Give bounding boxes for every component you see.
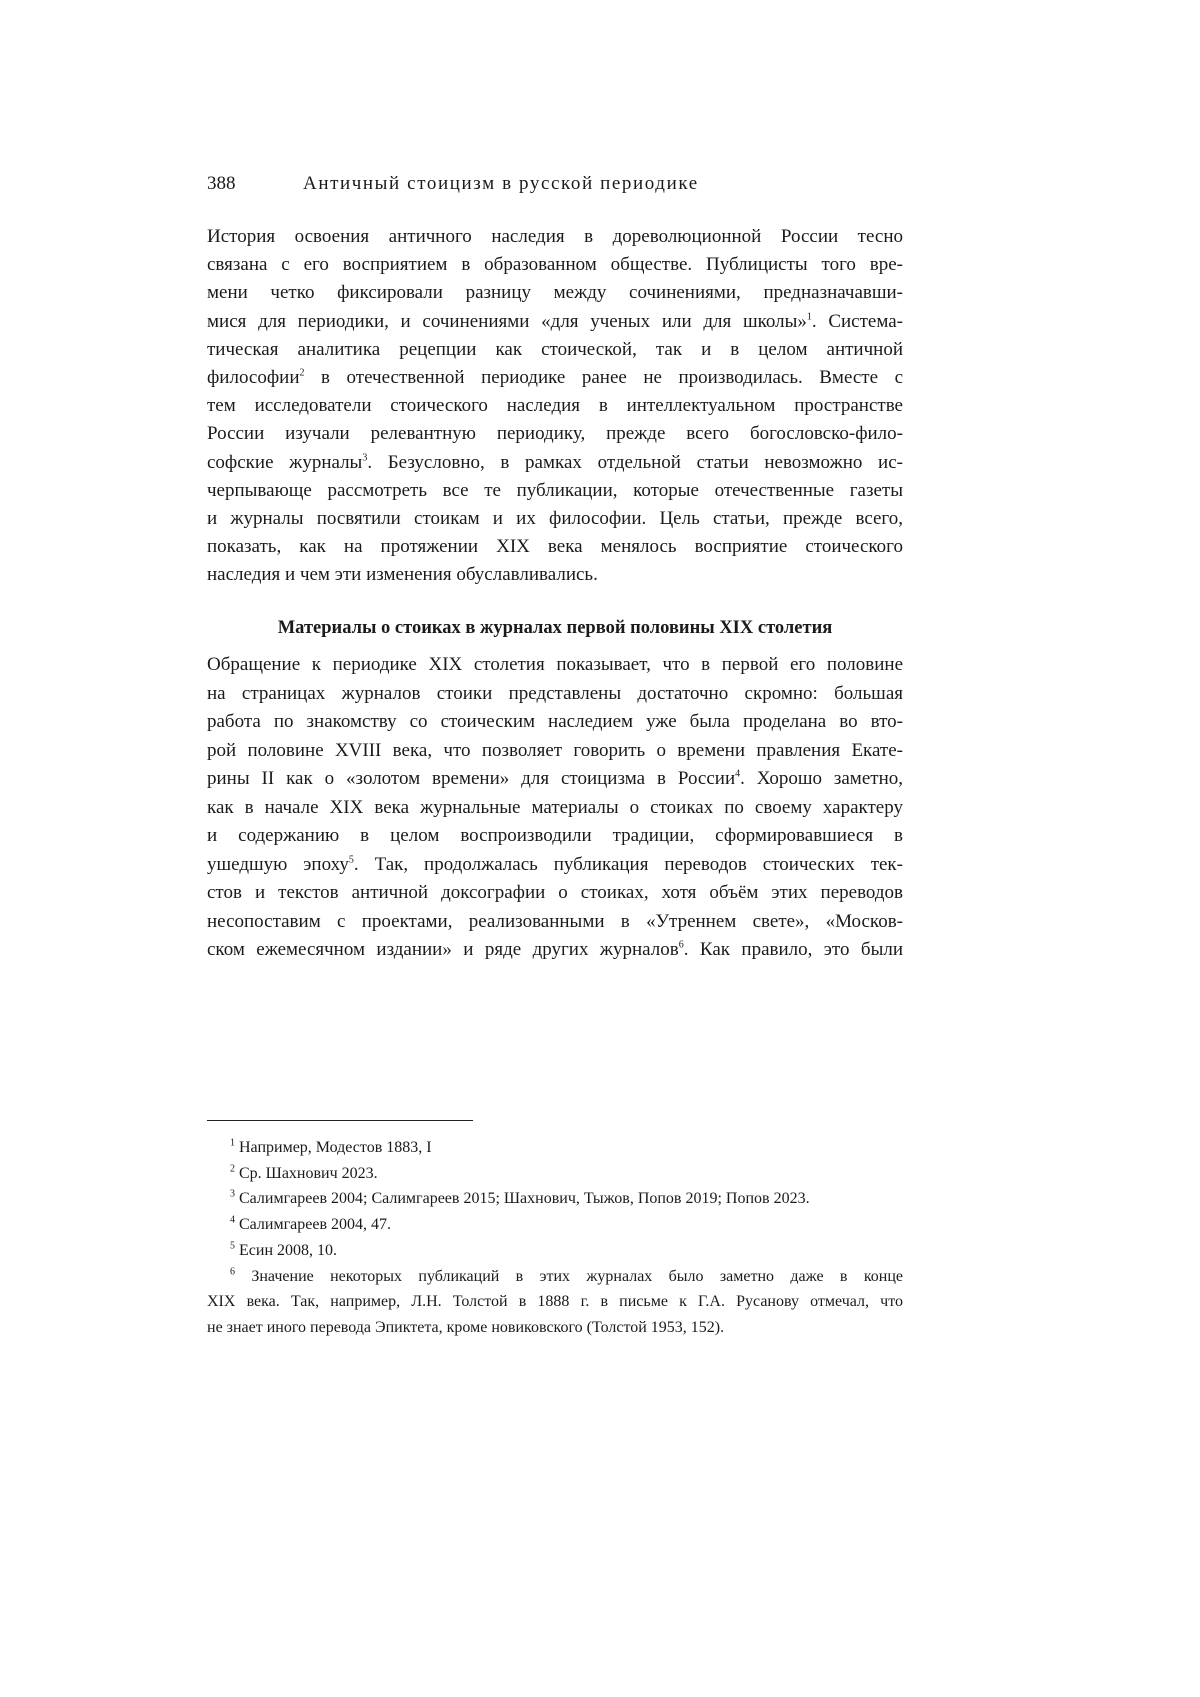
footnote-line: [207, 1264, 903, 1290]
footnote-ref[interactable]: 1: [807, 311, 812, 322]
footnote-text: XIX века. Так, например, Л.Н. Толстой в 1888 г. в письме к Г.А. Русанову отмечал, что: [207, 1293, 903, 1310]
running-title: Античный стоицизм в русской периодике: [303, 173, 699, 195]
footnote-ref[interactable]: 5: [349, 854, 354, 865]
footnote-line: [207, 1186, 903, 1212]
text-line: наследия и чем эти изменения обуславливались.: [207, 561, 903, 589]
footnote-line: [207, 1212, 903, 1238]
footnote-line: [207, 1161, 903, 1187]
footnote-text: Например, Модестов 1883, I: [239, 1139, 432, 1156]
text-line: ском ежемесячном издании» и ряде других журналов6. Как правило, это были: [207, 936, 903, 965]
footnote-ref[interactable]: 4: [735, 769, 740, 780]
footnote-text: Ср. Шахнович 2023.: [239, 1165, 378, 1182]
footnote-text: Есин 2008, 10.: [239, 1242, 337, 1259]
footnote-line: [207, 1315, 903, 1341]
text-line: показать, как на протяжении XIX века менялось восприятие стоического: [207, 533, 903, 561]
footnote-line: [207, 1289, 903, 1315]
text-line: философии2 в отечественной периодике ранее не производилась. Вместе с: [207, 364, 903, 392]
paragraph-intro: [207, 223, 903, 590]
footnote-number: 4: [230, 1215, 235, 1226]
text-line: Обращение к периодике XIX столетия показывает, что в первой его половине: [207, 651, 903, 680]
footnote-number: 3: [230, 1189, 235, 1200]
text-line: как в начале XIX века журнальные материалы о стоиках по своему характеру: [207, 794, 903, 823]
text-line: на страницах журналов стоики представлены достаточно скромно: большая: [207, 680, 903, 709]
text-line: России изучали релевантную периодику, прежде всего богословско-фило-: [207, 420, 903, 448]
paragraph-section: [207, 651, 903, 965]
section-heading: Материалы о стоиках в журналах первой половины XIX столетия: [207, 614, 903, 642]
text-line: работа по знакомству со стоическим наследием уже была проделана во вто-: [207, 708, 903, 737]
text-line: рой половине XVIII века, что позволяет говорить о времени правления Екате-: [207, 737, 903, 766]
text-line: софские журналы3. Безусловно, в рамках отдельной статьи невозможно ис-: [207, 449, 903, 477]
text-line: черпывающе рассмотреть все те публикации, которые отечественные газеты: [207, 477, 903, 505]
footnote-number: 1: [230, 1138, 235, 1149]
footnote-text: не знает иного перевода Эпиктета, кроме новиковского (Толстой 1953, 152).: [207, 1319, 724, 1336]
footnote-text: Салимгареев 2004; Салимгареев 2015; Шахнович, Тыжов, Попов 2019; Попов 2023.: [239, 1190, 810, 1207]
text-line: тем исследователи стоического наследия в интеллектуальном пространстве: [207, 392, 903, 420]
footnote-ref[interactable]: 6: [679, 940, 684, 951]
page-number: 388: [207, 173, 236, 195]
footnote-line: [207, 1135, 903, 1161]
text-line: и журналы посвятили стоикам и их философии. Цель статьи, прежде всего,: [207, 505, 903, 533]
footnote-divider: [207, 1120, 473, 1121]
footnote-ref[interactable]: 3: [362, 452, 367, 463]
footnotes: [207, 1135, 903, 1341]
text-line: рины II как о «золотом времени» для стоицизма в России4. Хорошо заметно,: [207, 765, 903, 794]
footnote-line: [207, 1238, 903, 1264]
footnote-number: 2: [230, 1163, 235, 1174]
text-line: мися для периодики, и сочинениями «для ученых или для школы»1. Система-: [207, 308, 903, 336]
text-line: История освоения античного наследия в дореволюционной России тесно: [207, 223, 903, 251]
footnote-number: 6: [230, 1266, 235, 1277]
footnote-text: Салимгареев 2004, 47.: [239, 1216, 391, 1233]
text-line: стов и текстов античной доксографии о стоиках, хотя объём этих переводов: [207, 879, 903, 908]
text-line: связана с его восприятием в образованном обществе. Публицисты того вре-: [207, 251, 903, 279]
footnote-number: 5: [230, 1240, 235, 1251]
text-line: мени четко фиксировали разницу между сочинениями, предназначавши-: [207, 279, 903, 307]
text-line: ушедшую эпоху5. Так, продолжалась публикация переводов стоических тек-: [207, 851, 903, 880]
text-line: тическая аналитика рецепции как стоической, так и в целом античной: [207, 336, 903, 364]
footnote-ref[interactable]: 2: [300, 368, 305, 379]
text-line: и содержанию в целом воспроизводили традиции, сформировавшиеся в: [207, 822, 903, 851]
text-line: несопоставим с проектами, реализованными в «Утреннем свете», «Москов-: [207, 908, 903, 937]
footnote-text: Значение некоторых публикаций в этих журналах было заметно даже в конце: [251, 1268, 903, 1285]
